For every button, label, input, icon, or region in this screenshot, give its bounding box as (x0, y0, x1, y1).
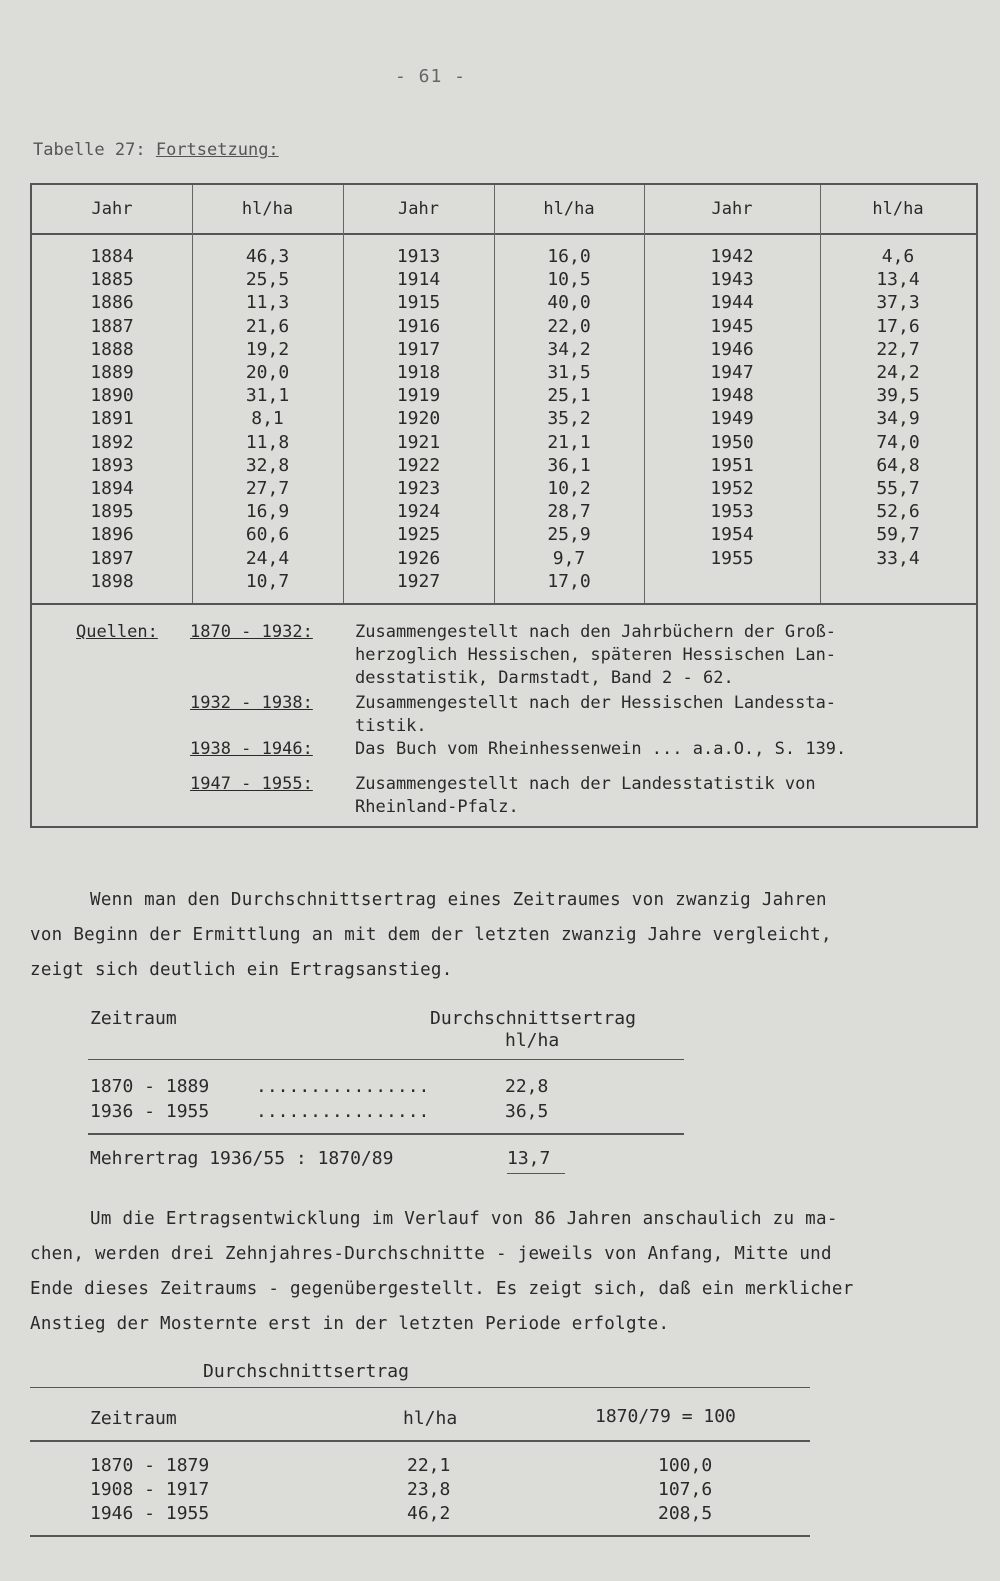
period-text: 1938 - 1946: (190, 739, 313, 759)
cell: Das Buch vom Rheinhessenwein ... a.a.O., S. 139. (355, 739, 847, 759)
cell: 10,5 (547, 269, 591, 291)
cell: 1884 (90, 246, 134, 267)
t3-row-1-period: 1870 - 1879 (90, 1455, 210, 1476)
column-years-2 (343, 245, 494, 593)
cell: 35,2 (547, 408, 591, 430)
cell: 1949 (710, 408, 754, 430)
t2-row-1-period: 1870 - 1889 (90, 1076, 210, 1097)
t2-summary-label: Mehrertrag 1936/55 : 1870/89 (90, 1148, 394, 1169)
cell: Rheinland-Pfalz. (355, 797, 519, 817)
cell: 1919 (396, 385, 441, 407)
t3-header-hlha: hl/ha (403, 1408, 458, 1429)
cell: 1887 (90, 315, 134, 337)
cell: 25,5 (245, 269, 290, 291)
cell: 1918 (396, 362, 441, 384)
t2-summary-underline (507, 1173, 565, 1174)
cell: 10,2 (547, 478, 591, 500)
source-period-2 (190, 692, 313, 715)
cell: 1917 (396, 338, 441, 360)
source-text-1 (355, 621, 836, 690)
t3-bottom-rule (30, 1535, 810, 1537)
cell: 17,6 (876, 315, 920, 337)
column-years-3 (644, 245, 820, 570)
cell: 1948 (710, 385, 754, 407)
paragraph-1-line-1: Wenn man den Durchschnittsertrag eines Zeitraumes von zwanzig Jahren (90, 890, 827, 910)
paragraph-1-line-3: zeigt sich deutlich ein Ertragsanstieg. (30, 960, 453, 980)
cell: 1885 (90, 269, 134, 291)
t3-header-index: 1870/79 = 100 (595, 1406, 736, 1427)
cell: 46,3 (245, 246, 290, 267)
cell: 39,5 (876, 385, 920, 407)
cell: 33,4 (876, 547, 920, 569)
cell: 1953 (710, 501, 754, 523)
t3-row-3-period: 1946 - 1955 (90, 1503, 210, 1524)
cell: 13,4 (876, 269, 920, 291)
table-caption (33, 140, 279, 160)
cell: 1888 (90, 338, 134, 360)
column-values-2 (494, 245, 644, 593)
period-text: 1932 - 1938: (190, 693, 313, 713)
cell: 1916 (396, 315, 441, 337)
cell: 4,6 (881, 246, 915, 267)
page-number: - 61 - (395, 66, 467, 87)
cell: 1889 (90, 362, 134, 384)
t2-row-1-dots: ................ (256, 1076, 430, 1097)
period-text: 1947 - 1955: (190, 774, 313, 794)
cell: 31,5 (547, 362, 591, 384)
cell: 1897 (90, 547, 134, 569)
cell: 1915 (396, 292, 441, 314)
cell: 1922 (396, 454, 441, 476)
cell: 16,0 (547, 246, 591, 267)
cell: 1920 (396, 408, 441, 430)
t3-row-2-period: 1908 - 1917 (90, 1479, 210, 1500)
header-jahr-3: Jahr (711, 199, 753, 219)
paragraph-2-line-2: chen, werden drei Zehnjahres-Durchschnitte - jeweils von Anfang, Mitte und (30, 1244, 832, 1264)
cell: 20,0 (245, 362, 290, 384)
t2-header-zeitraum: Zeitraum (90, 1008, 177, 1029)
caption-title: Fortsetzung: (155, 140, 279, 160)
cell: 24,4 (245, 547, 290, 569)
t3-row-3-index: 208,5 (658, 1503, 713, 1524)
cell: 32,8 (245, 454, 290, 476)
cell: 1952 (710, 478, 754, 500)
t2-row-2-value: 36,5 (505, 1101, 549, 1122)
t3-group-header: Durchschnittsertrag (203, 1361, 409, 1382)
cell: 1926 (396, 547, 441, 569)
t3-row-3-hlha: 46,2 (407, 1503, 451, 1524)
t2-header-unit: hl/ha (505, 1030, 560, 1051)
cell: 24,2 (876, 362, 920, 384)
cell: 19,2 (245, 338, 290, 360)
cell: 1923 (396, 478, 441, 500)
paragraph-1-line-2: von Beginn der Ermittlung an mit dem der letzten zwanzig Jahre vergleicht, (30, 925, 832, 945)
cell: Zusammengestellt nach den Jahrbüchern der Groß- (355, 622, 837, 642)
cell: 22,0 (547, 315, 591, 337)
cell: 52,6 (876, 501, 920, 523)
cell: 1892 (90, 431, 134, 453)
t2-row-2-dots: ................ (256, 1101, 430, 1122)
cell: 74,0 (876, 431, 920, 453)
t3-header-rule (30, 1440, 810, 1442)
cell: 21,1 (547, 431, 591, 453)
cell: 1927 (396, 570, 441, 592)
cell: 1894 (90, 478, 134, 500)
cell: 34,2 (547, 338, 591, 360)
cell: 1896 (90, 524, 134, 546)
cell: 37,3 (876, 292, 920, 314)
sources-label-text: Quellen: (76, 622, 158, 642)
t2-header-rule (88, 1059, 684, 1060)
source-period-1 (190, 621, 313, 644)
cell: 1886 (90, 292, 134, 314)
cell: 1895 (90, 501, 134, 523)
cell: 22,7 (876, 338, 920, 360)
period-text: 1870 - 1932: (190, 622, 313, 642)
cell: 10,7 (245, 570, 290, 592)
cell: Zusammengestellt nach der Landesstatistik von (355, 774, 816, 794)
cell: 1955 (710, 547, 754, 569)
t3-row-2-hlha: 23,8 (407, 1479, 451, 1500)
t3-row-1-index: 100,0 (658, 1455, 713, 1476)
cell: 11,3 (245, 292, 290, 314)
cell: 17,0 (547, 570, 591, 592)
cell: herzoglich Hessischen, späteren Hessischen Lan- (355, 645, 837, 665)
cell: 11,8 (245, 431, 290, 453)
column-values-1 (192, 245, 343, 593)
caption-prefix: Tabelle 27: (33, 140, 146, 160)
t2-header-ertrag: Durchschnittsertrag (430, 1008, 636, 1029)
header-hlha-1: hl/ha (241, 199, 294, 219)
sources-label (76, 621, 158, 644)
cell: 1943 (710, 269, 754, 291)
header-jahr-1: Jahr (91, 199, 133, 219)
t2-row-1-value: 22,8 (505, 1076, 549, 1097)
cell: 64,8 (876, 454, 920, 476)
cell: 1944 (710, 292, 754, 314)
paragraph-2-line-4: Anstieg der Mosternte erst in der letzten Periode erfolgte. (30, 1314, 670, 1334)
paragraph-2-line-1: Um die Ertragsentwicklung im Verlauf von 86 Jahren anschaulich zu ma- (90, 1209, 838, 1229)
cell: 8,1 (251, 408, 284, 430)
header-hlha-2: hl/ha (543, 199, 595, 219)
cell: 55,7 (876, 478, 920, 500)
cell: 1893 (90, 454, 134, 476)
t3-top-rule (30, 1387, 810, 1388)
cell: 21,6 (245, 315, 290, 337)
cell: 1921 (396, 431, 441, 453)
cell: 1946 (710, 338, 754, 360)
cell: 1951 (710, 454, 754, 476)
cell: 28,7 (547, 501, 591, 523)
source-period-3 (190, 738, 313, 761)
t3-header-zeitraum: Zeitraum (90, 1408, 177, 1429)
cell: 60,6 (245, 524, 290, 546)
cell: 1945 (710, 315, 754, 337)
cell: 40,0 (547, 292, 591, 314)
cell: 1913 (396, 246, 441, 267)
cell: 36,1 (547, 454, 591, 476)
t3-row-1-hlha: 22,1 (407, 1455, 451, 1476)
source-text-2 (355, 692, 836, 738)
source-text-3 (355, 738, 846, 761)
paragraph-2-line-3: Ende dieses Zeitraums - gegenübergestellt. Es zeigt sich, daß ein merklicher (30, 1279, 854, 1299)
cell: 59,7 (876, 524, 920, 546)
cell: 16,9 (245, 501, 290, 523)
table-body-bottom-rule (32, 603, 976, 605)
t2-row-2-period: 1936 - 1955 (90, 1101, 210, 1122)
cell: 25,9 (547, 524, 591, 546)
cell: tistik. (355, 716, 427, 736)
source-period-4 (190, 773, 313, 796)
cell: 1898 (90, 570, 134, 592)
cell: 1950 (710, 431, 754, 453)
source-text-4 (355, 773, 816, 819)
t3-row-2-index: 107,6 (658, 1479, 713, 1500)
cell: 27,7 (245, 478, 290, 500)
cell: 25,1 (547, 385, 591, 407)
cell: 1925 (396, 524, 441, 546)
cell: 1954 (710, 524, 754, 546)
cell: 9,7 (552, 547, 586, 569)
column-values-3 (820, 245, 976, 570)
t2-sum-rule (88, 1133, 684, 1135)
cell: 1891 (90, 408, 134, 430)
cell: 1890 (90, 385, 134, 407)
t2-summary-value: 13,7 (507, 1148, 551, 1169)
cell: 31,1 (245, 385, 290, 407)
cell: 1947 (710, 362, 754, 384)
header-jahr-2: Jahr (398, 199, 439, 219)
cell: 34,9 (876, 408, 920, 430)
cell: desstatistik, Darmstadt, Band 2 - 62. (355, 668, 734, 688)
cell: Zusammengestellt nach der Hessischen Landessta- (355, 693, 837, 713)
cell: 1942 (710, 246, 754, 267)
cell: 1924 (396, 501, 441, 523)
column-years-1 (32, 245, 192, 593)
cell: 1914 (396, 269, 441, 291)
header-hlha-3: hl/ha (872, 199, 924, 219)
